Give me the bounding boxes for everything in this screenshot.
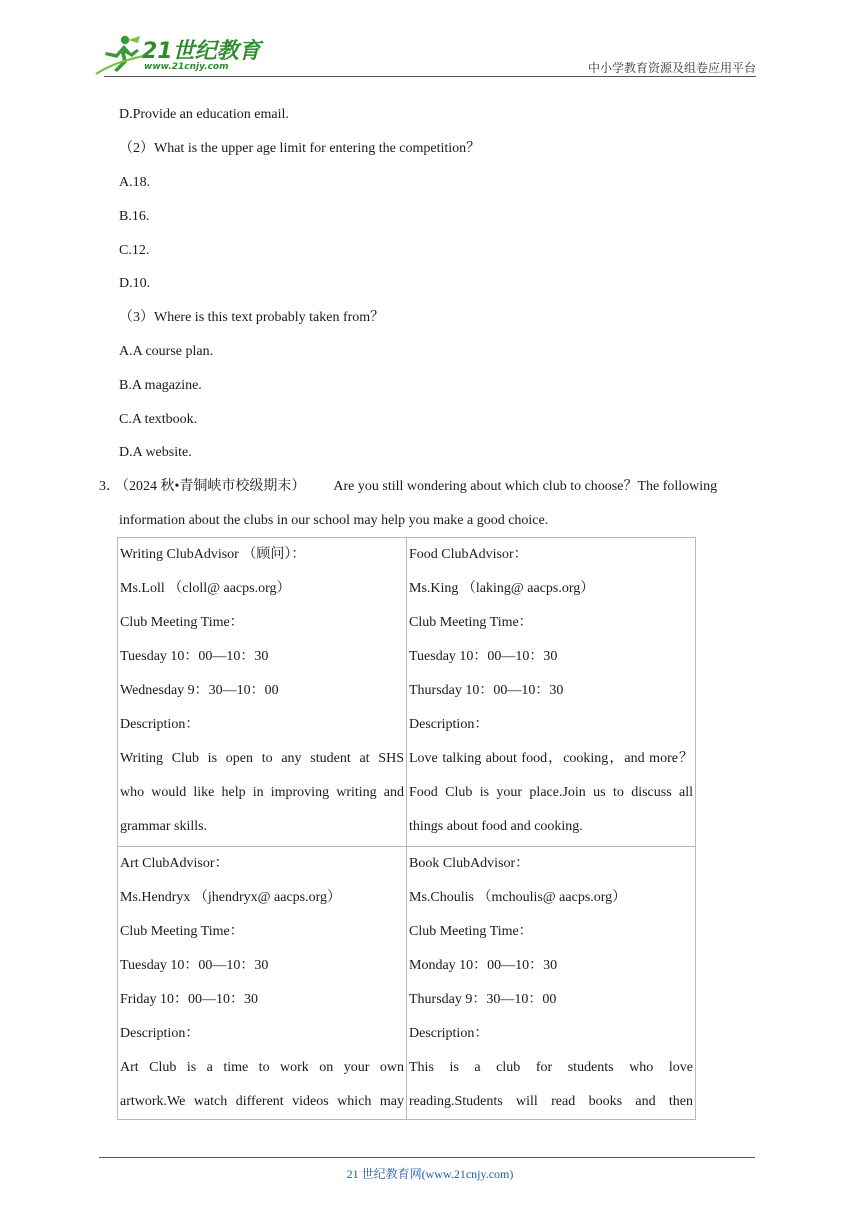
- description-line: artwork.We watch different videos which may: [120, 1094, 404, 1109]
- meeting-time-1: Tuesday 10：00—10：30: [409, 649, 558, 664]
- description-label: Description：: [409, 717, 489, 732]
- runner-logo-icon: [94, 34, 146, 76]
- option-d-q3: D.A website.: [119, 445, 192, 460]
- description-line: things about food and cooking.: [409, 819, 583, 834]
- meeting-time-1: Tuesday 10：00—10：30: [120, 649, 269, 664]
- question-3-intro: [99, 477, 717, 497]
- meeting-time-label: Club Meeting Time：: [120, 615, 244, 630]
- platform-tagline: 中小学教育资源及组卷应用平台: [587, 61, 756, 75]
- page-header: [0, 0, 860, 90]
- meeting-time-2: Thursday 9：30—10：00: [409, 992, 557, 1007]
- food-club-cell: [407, 538, 696, 847]
- meeting-time-label: Club Meeting Time：: [120, 924, 244, 939]
- writing-club-cell: [118, 538, 407, 847]
- option-a-q2: A.18.: [119, 175, 151, 190]
- club-title: Art ClubAdvisor：: [120, 856, 229, 871]
- option-b-q2: B.16.: [119, 209, 150, 224]
- option-c-q3: C.A textbook.: [119, 412, 198, 427]
- description-line: reading.Students will read books and then: [409, 1094, 693, 1109]
- option-b-q3: B.A magazine.: [119, 378, 202, 393]
- footer-divider: [99, 1157, 755, 1158]
- meeting-time-2: Wednesday 9：30—10：00: [120, 683, 279, 698]
- description-line: who would like help in improving writing and: [120, 785, 404, 800]
- question-source: （2024 秋•青铜峡市校级期末）: [122, 479, 306, 494]
- logo-text: 21世纪教育: [142, 39, 261, 64]
- description-label: Description：: [409, 1026, 489, 1041]
- description-line: Art Club is a time to work on your own: [120, 1060, 404, 1075]
- site-logo[interactable]: [94, 34, 264, 78]
- meeting-time-2: Thursday 10：00—10：30: [409, 683, 564, 698]
- option-d-q1: D.Provide an education email.: [119, 107, 289, 122]
- footer-link[interactable]: 21 世纪教育网(www.21cnjy.com): [346, 1167, 514, 1181]
- intro-text-line1: Are you still wondering about which club to choose？The following: [333, 479, 718, 494]
- intro-text-line2: information about the clubs in our school may help you make a good choice.: [119, 513, 549, 528]
- description-line: Food Club is your place.Join us to discuss all: [409, 785, 693, 800]
- description-label: Description：: [120, 1026, 200, 1041]
- club-title: Food ClubAdvisor：: [409, 547, 528, 562]
- club-advisor: Ms.Hendryx （jhendryx@ aacps.org）: [120, 890, 342, 905]
- meeting-time-1: Monday 10：00—10：30: [409, 958, 558, 973]
- meeting-time-2: Friday 10：00—10：30: [120, 992, 259, 1007]
- question-3: （3）Where is this text probably taken from？: [119, 310, 385, 325]
- clubs-table: [117, 537, 696, 1120]
- question-number: 3．: [99, 479, 120, 494]
- option-d-q2: D.10.: [119, 276, 151, 291]
- art-club-cell: [118, 847, 407, 1120]
- description-label: Description：: [120, 717, 200, 732]
- table-row: [118, 538, 696, 847]
- club-advisor: Ms.Loll （cloll@ aacps.org）: [120, 581, 291, 596]
- header-divider: [104, 76, 756, 77]
- book-club-cell: [407, 847, 696, 1120]
- logo-url: www.21cnjy.com: [144, 62, 229, 72]
- meeting-time-label: Club Meeting Time：: [409, 615, 533, 630]
- description-line: grammar skills.: [120, 819, 208, 834]
- club-title: Writing ClubAdvisor （顾问）：: [120, 547, 306, 562]
- club-title: Book ClubAdvisor：: [409, 856, 530, 871]
- option-a-q3: A.A course plan.: [119, 344, 214, 359]
- meeting-time-1: Tuesday 10：00—10：30: [120, 958, 269, 973]
- club-advisor: Ms.Choulis （mchoulis@ aacps.org）: [409, 890, 627, 905]
- club-advisor: Ms.King （laking@ aacps.org）: [409, 581, 595, 596]
- option-c-q2: C.12.: [119, 243, 150, 258]
- description-line: Writing Club is open to any student at SHS: [120, 751, 404, 766]
- table-row: [118, 847, 696, 1120]
- description-line: Love talking about food，cooking，and more？: [409, 751, 693, 766]
- question-2: （2）What is the upper age limit for entering the competition？: [119, 141, 481, 156]
- meeting-time-label: Club Meeting Time：: [409, 924, 533, 939]
- description-line: This is a club for students who love: [409, 1060, 693, 1075]
